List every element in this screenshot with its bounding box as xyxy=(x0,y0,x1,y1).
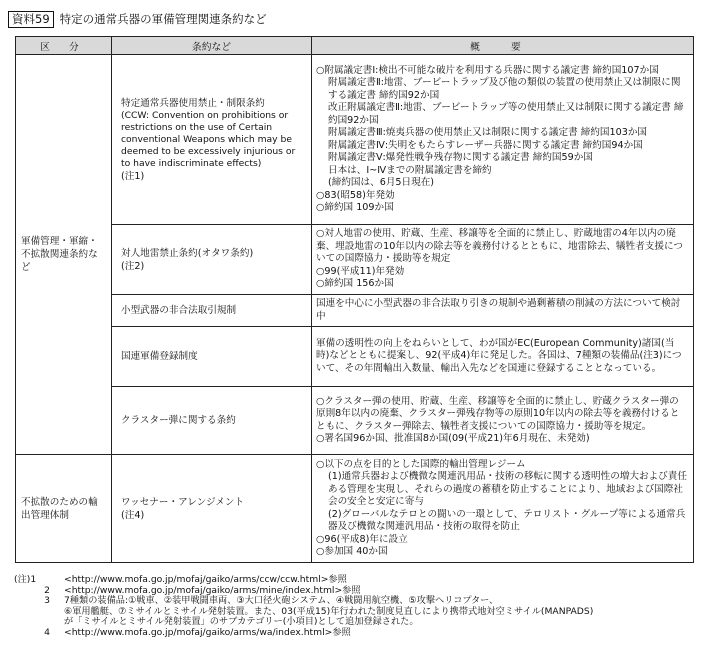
overview-line: ○83(昭58)年発効 xyxy=(316,189,395,201)
treaty-name: ワッセナー・アレンジメント xyxy=(121,496,245,508)
table-row xyxy=(16,327,694,387)
category-export-control: 不拡散のための輸出管理体制 xyxy=(16,455,112,563)
overview-wassenaar xyxy=(312,455,694,563)
overview-cluster xyxy=(312,387,694,455)
note-text: 7種類の装備品:①戦車、②装甲戦闘車両、③大口径火砲システム、④戦闘用航空機、⑤攻撃ヘリコプター、 xyxy=(64,595,499,607)
overview-line: 附属議定書Ⅳ:失明をもたらすレーザー兵器に関する議定書 締約国94か国 xyxy=(328,139,643,151)
overview-line: ○締約国 109か国 xyxy=(316,202,394,213)
treaty-note-ref: (注2) xyxy=(121,260,145,272)
overview-line: ○99(平成11)年発効 xyxy=(316,265,405,277)
notes xyxy=(14,575,694,639)
category-arms-control: 軍備管理・軍縮・不拡散関連条約など xyxy=(16,55,112,455)
overview-line: ○96(平成8)年に設立 xyxy=(316,533,408,545)
overview-line: ○附属議定書Ⅰ:検出不可能な破片を利用する兵器に関する議定書 締約国107か国 xyxy=(316,64,659,76)
note-text: <http://www.mofa.go.jp/mofaj/gaiko/arms/wa/index.html>参照 xyxy=(64,626,351,638)
treaty-table xyxy=(15,36,694,563)
overview-line: ○対人地雷の使用、貯蔵、生産、移譲等を全面的に禁止し、貯蔵地雷の4年以内の廃棄、埋設地雷の10年以内の除去等を義務付けるとともに、地雷除去、犠牲者支援についての国際協力・援助等を規定 xyxy=(316,228,683,265)
overview-ottawa xyxy=(312,225,694,295)
overview-line: ○クラスター弾の使用、貯蔵、生産、移譲等を全面的に禁止し、貯蔵クラスター弾の原則8年以内の廃棄、クラスター弾残存物等の原則10年以内の除去等を義務付けるとともに、クラスター弾除去、犠牲者支援についての国際協力・援助等を規定。 xyxy=(316,395,680,432)
note-text: が「ミサイルとミサイル発射装置」のサブカテゴリー(小項目)として追加登録された。 xyxy=(64,616,419,628)
table-row xyxy=(16,455,694,563)
note-label: 4 xyxy=(44,626,50,638)
table-row xyxy=(16,295,694,327)
overview-un-register: 軍備の透明性の向上をねらいとして、わが国がEC(European Community)諸国(当時)などとともに提案し、92(平成4)年に発足した。各国は、7種類の装備品(注3)について、その年間輸出入数量、輸出入先などを国連に登録することとなっている。 xyxy=(312,327,694,387)
overview-line: (2)グローバルなテロとの闘いの一環として、テロリスト・グループ等による通常兵器及び機微な関連汎用品・技術の取得を防止 xyxy=(328,508,686,532)
treaty-name: 特定通常兵器使用禁止・制限条約 xyxy=(121,97,265,109)
treaty-small-arms: 小型武器の非合法取引規制 xyxy=(112,295,312,327)
treaty-ottawa xyxy=(112,225,312,295)
header-treaty: 条約など xyxy=(112,37,312,55)
overview-line: ○締約国 156か国 xyxy=(316,278,394,290)
overview-line: 附属議定書Ⅴ:爆発性戦争残存物に関する議定書 締約国59か国 xyxy=(328,152,593,163)
note-label: (注)1 xyxy=(14,574,37,585)
note-text: ⑥軍用艦艇、⑦ミサイルとミサイル発射装置。また、03(平成15)年行われた制度見直しにより携帯式地対空ミサイル(MANPADS) xyxy=(64,605,594,617)
overview-line: ○参加国 40か国 xyxy=(316,546,388,557)
treaty-wassenaar xyxy=(112,455,312,563)
table-row xyxy=(16,55,694,225)
treaty-name: 対人地雷禁止条約(オタワ条約) xyxy=(121,247,254,259)
note-text: <http://www.mofa.go.jp/mofaj/gaiko/arms/ccw/ccw.html>参照 xyxy=(64,574,347,585)
treaty-note-ref: (注1) xyxy=(121,170,145,182)
overview-line: 改正附属議定書Ⅱ:地雷、ブービートラップ等の使用禁止又は制限に関する議定書 締約国92か国 xyxy=(328,102,684,126)
treaty-un-register: 国連軍備登録制度 xyxy=(112,327,312,387)
treaty-ccw xyxy=(112,55,312,225)
document-title-text: 特定の通常兵器の軍備管理関連条約など xyxy=(59,12,267,26)
treaty-cluster: クラスター弾に関する条約 xyxy=(112,387,312,455)
treaty-english-name: (CCW: Convention on prohibitions or restrictions on the use of Certain conventional Weapons which may be deemed to be excessively injurious or to have indiscriminate effects) xyxy=(121,109,296,169)
header-category: 区 分 xyxy=(16,37,112,55)
note-row xyxy=(14,628,694,639)
overview-line: 日本は、Ⅰ~Ⅳまでの附属議定書を締約 xyxy=(328,164,492,176)
overview-line: ○署名国96か国、批准国8か国(09(平成21)年6月現在、未発効) xyxy=(316,433,590,444)
table-header-row xyxy=(16,37,694,55)
note-text: <http://www.mofa.go.jp/mofaj/gaiko/arms/mine/index.html>参照 xyxy=(64,584,361,596)
overview-line: 附属議定書Ⅲ:焼夷兵器の使用禁止又は制限に関する議定書 締約国103か国 xyxy=(328,127,648,138)
overview-ccw xyxy=(312,55,694,225)
overview-line: ○以下の点を目的とした国際的輸出管理レジーム xyxy=(316,458,526,470)
overview-line: 附属議定書Ⅱ:地雷、ブービートラップ及び他の類似の装置の使用禁止又は制限に関する議定書 締約国92か国 xyxy=(328,77,681,101)
document-title xyxy=(8,11,267,28)
note-label: 2 xyxy=(44,584,50,596)
note-label: 3 xyxy=(44,595,50,607)
header-overview: 概 要 xyxy=(312,37,694,55)
overview-line: (締約国は、6月5日現在) xyxy=(328,177,435,188)
overview-line: (1)通常兵器および機微な関連汎用品・技術の移転に関する透明性の増大および責任ある管理を実現し、それらの過度の蓄積を防止することにより、地域および国際社会の安全と安定に寄与 xyxy=(328,471,687,507)
document-tag: 資料59 xyxy=(8,11,54,28)
treaty-note-ref: (注4) xyxy=(121,509,145,521)
table-row xyxy=(16,387,694,455)
overview-small-arms: 国連を中心に小型武器の非合法取り引きの規制や過剰蓄積の削減の方法について検討中 xyxy=(312,295,694,327)
table-row xyxy=(16,225,694,295)
